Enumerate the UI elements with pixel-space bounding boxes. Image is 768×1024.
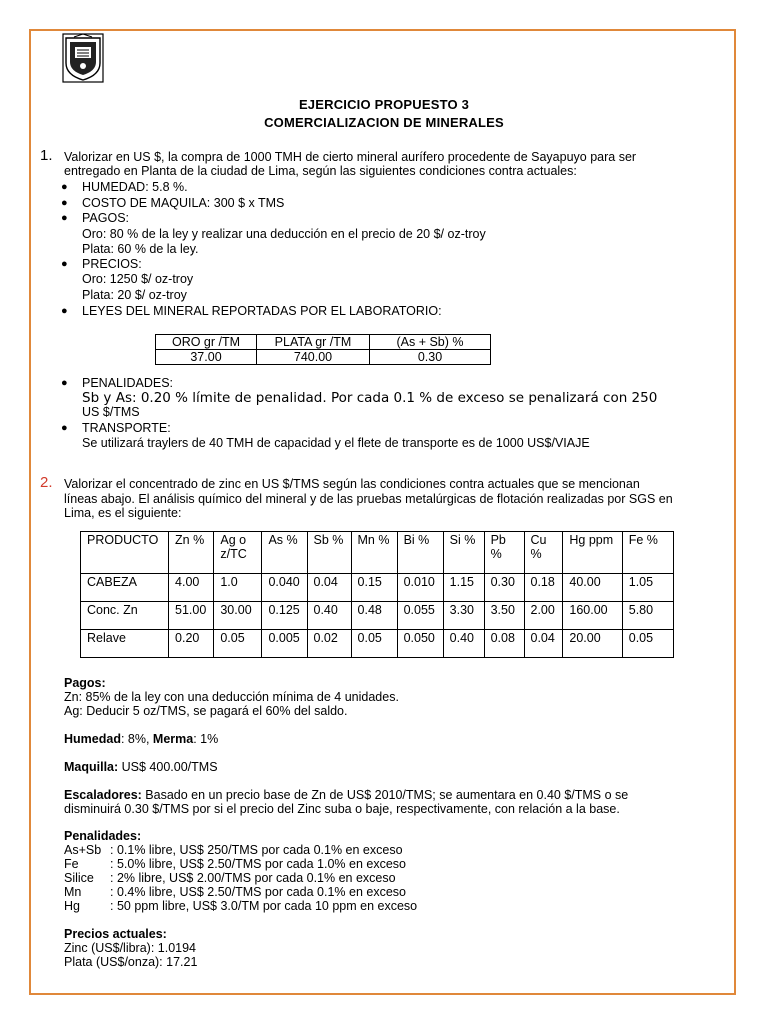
penalidad-row xyxy=(64,885,406,900)
exercise-2-intro-line3: Lima, es el siguiente: xyxy=(64,506,182,520)
table-cell: 4.00 xyxy=(169,574,214,602)
precio-oro: Oro: 1250 $/ oz-troy xyxy=(82,272,194,286)
table-cell: 0.125 xyxy=(262,602,307,630)
penalidades-label: Penalidades: xyxy=(64,829,142,843)
table-cell: 0.04 xyxy=(307,574,351,602)
pagos-heading xyxy=(64,676,106,691)
table-header: Sb % xyxy=(307,532,351,574)
table-cell: 0.050 xyxy=(397,630,443,658)
analysis-table xyxy=(80,531,674,658)
transporte-text: Se utilizará traylers de 40 TMH de capacidad y el flete de transporte es de 1000 US$/VIAJE xyxy=(82,436,590,450)
table-cell: 0.05 xyxy=(351,630,397,658)
table-cell: 30.00 xyxy=(214,602,262,630)
humedad-label: Humedad xyxy=(64,732,121,746)
pagos-label: Pagos: xyxy=(64,676,106,690)
humedad-value: : 8%, xyxy=(120,732,153,746)
table-header: Pb % xyxy=(484,532,524,574)
table-cell: 0.30 xyxy=(370,350,491,365)
table-header: (As + Sb) % xyxy=(370,335,491,350)
penalidad-element: Silice xyxy=(64,871,94,885)
table-cell: 0.18 xyxy=(524,574,563,602)
precios-item: PRECIOS: xyxy=(82,257,142,271)
penalidad-element: Hg xyxy=(64,899,80,913)
table-header: PRODUCTO xyxy=(81,532,169,574)
table-cell: 20.00 xyxy=(563,630,622,658)
leyes-table xyxy=(155,334,491,365)
table-header-row xyxy=(81,532,674,574)
penalidad-row xyxy=(64,857,406,872)
table-cell: 1.0 xyxy=(214,574,262,602)
table-cell: CABEZA xyxy=(81,574,169,602)
exercise-1-number: 1. xyxy=(40,147,53,164)
table-row xyxy=(81,630,674,658)
table-row xyxy=(156,350,491,365)
table-header: Si % xyxy=(443,532,484,574)
penalidad-text: : 5.0% libre, US$ 2.50/TMS por cada 1.0% en exceso xyxy=(110,857,406,871)
exercise-2-intro-line1: Valorizar el concentrado de zinc en US $/TMS según las condiciones contra actuales que se mencionan xyxy=(64,477,640,491)
maquila-label: Maquilla: xyxy=(64,760,119,774)
table-header: Hg ppm xyxy=(563,532,622,574)
bullet-icon: ● xyxy=(61,258,68,270)
table-header: Bi % xyxy=(397,532,443,574)
penalidad-element: Mn xyxy=(64,885,82,899)
precio-zinc: Zinc (US$/libra): 1.0194 xyxy=(64,941,197,955)
penalidad-element: Fe xyxy=(64,857,79,871)
table-header: Ag oz/TC xyxy=(214,532,262,574)
table-cell: Relave xyxy=(81,630,169,658)
pagos-item: PAGOS: xyxy=(82,211,130,225)
humedad-merma-line xyxy=(64,732,218,747)
table-cell: 0.08 xyxy=(484,630,524,658)
precio-plata: Plata: 20 $/ oz-troy xyxy=(82,288,187,302)
escaladores-line1 xyxy=(64,788,695,803)
penalidad-row xyxy=(64,899,417,914)
table-cell: 3.30 xyxy=(443,602,484,630)
bullet-icon: ● xyxy=(61,212,68,224)
exercise-1-intro-line2: entregado en Planta de la ciudad de Lima, según las siguientes condiciones contra actuales: xyxy=(64,164,577,178)
penalidades-heading xyxy=(64,829,141,844)
table-cell: 1.05 xyxy=(622,574,673,602)
table-header: Cu % xyxy=(524,532,563,574)
exercise-2-number: 2. xyxy=(40,474,53,491)
penalidad-row xyxy=(64,871,396,886)
table-cell: 5.80 xyxy=(622,602,673,630)
exercise-1-intro-line1: Valorizar en US $, la compra de 1000 TMH de cierto mineral aurífero procedente de Sayapuyo para ser xyxy=(64,150,637,164)
table-cell: 0.40 xyxy=(307,602,351,630)
table-cell: 0.40 xyxy=(443,630,484,658)
table-cell: 0.055 xyxy=(397,602,443,630)
table-cell: Conc. Zn xyxy=(81,602,169,630)
table-cell: 37.00 xyxy=(156,350,257,365)
penalidades-text-line1: Sb y As: 0.20 % límite de penalidad. Por cada 0.1 % de exceso se penalizará con 250 xyxy=(82,390,658,406)
exercise-subtitle: COMERCIALIZACION DE MINERALES xyxy=(264,115,504,130)
leyes-item: LEYES DEL MINERAL REPORTADAS POR EL LABORATORIO: xyxy=(82,304,442,318)
penalidades-item: PENALIDADES: xyxy=(82,376,174,390)
penalidad-text: : 50 ppm libre, US$ 3.0/TM por cada 10 ppm en exceso xyxy=(110,899,418,913)
table-header: Fe % xyxy=(622,532,673,574)
penalidad-text: : 2% libre, US$ 2.00/TMS por cada 0.1% en exceso xyxy=(110,871,396,885)
table-cell: 160.00 xyxy=(563,602,622,630)
bullet-icon: ● xyxy=(61,181,68,193)
precios-heading xyxy=(64,927,167,942)
escaladores-line2: disminuirá 0.30 $/TMS por si el precio del Zinc suba o baje, respectivamente, con relación a la base. xyxy=(64,802,620,816)
table-cell: 0.02 xyxy=(307,630,351,658)
table-cell: 0.15 xyxy=(351,574,397,602)
bullet-icon: ● xyxy=(61,377,68,389)
penalidad-element: As+Sb xyxy=(64,843,102,857)
table-cell: 740.00 xyxy=(257,350,370,365)
escaladores-text: Basado en un precio base de Zn de US$ 2010/TMS; se aumentara en 0.40 $/TMS o se xyxy=(141,788,629,802)
bullet-icon: ● xyxy=(61,197,68,209)
table-header: Zn % xyxy=(169,532,214,574)
pago-oro: Oro: 80 % de la ley y realizar una deducción en el precio de 20 $/ oz-troy xyxy=(82,227,486,241)
humedad-item: HUMEDAD: 5.8 %. xyxy=(82,180,188,194)
exercise-1-intro xyxy=(64,150,695,165)
penalidades-text-line2: US $/TMS xyxy=(82,405,140,419)
merma-value: : 1% xyxy=(193,732,219,746)
precio-plata-actual: Plata (US$/onza): 17.21 xyxy=(64,955,198,969)
maquila-line xyxy=(64,760,218,775)
bullet-icon: ● xyxy=(61,305,68,317)
table-header: As % xyxy=(262,532,307,574)
penalidad-text: : 0.1% libre, US$ 250/TMS por cada 0.1% en exceso xyxy=(110,843,403,857)
exercise-2-intro-line2: líneas abajo. El análisis químico del mineral y de las pruebas metalúrgicas de flotación realizadas por SGS en xyxy=(64,492,673,506)
pagos-ag: Ag: Deducir 5 oz/TMS, se pagará el 60% del saldo. xyxy=(64,704,348,718)
table-header: Mn % xyxy=(351,532,397,574)
transporte-item: TRANSPORTE: xyxy=(82,421,171,435)
table-cell: 3.50 xyxy=(484,602,524,630)
table-cell: 0.48 xyxy=(351,602,397,630)
escaladores-label: Escaladores: xyxy=(64,788,142,802)
bullet-icon: ● xyxy=(61,422,68,434)
table-cell: 0.05 xyxy=(622,630,673,658)
table-cell: 0.20 xyxy=(169,630,214,658)
pagos-zn: Zn: 85% de la ley con una deducción mínima de 4 unidades. xyxy=(64,690,399,704)
table-cell: 0.05 xyxy=(214,630,262,658)
table-cell: 1.15 xyxy=(443,574,484,602)
table-row xyxy=(81,574,674,602)
table-cell: 0.04 xyxy=(524,630,563,658)
university-seal-icon xyxy=(62,33,104,83)
pago-plata: Plata: 60 % de la ley. xyxy=(82,242,199,256)
penalidad-row xyxy=(64,843,403,858)
table-cell: 40.00 xyxy=(563,574,622,602)
table-cell: 0.005 xyxy=(262,630,307,658)
table-header: ORO gr /TM xyxy=(156,335,257,350)
table-cell: 2.00 xyxy=(524,602,563,630)
costo-maquila-item: COSTO DE MAQUILA: 300 $ x TMS xyxy=(82,196,285,210)
table-header: PLATA gr /TM xyxy=(257,335,370,350)
exercise-title: EJERCICIO PROPUESTO 3 xyxy=(298,97,470,112)
table-cell: 51.00 xyxy=(169,602,214,630)
merma-label: Merma xyxy=(152,732,194,746)
penalidad-text: : 0.4% libre, US$ 2.50/TMS por cada 0.1% en exceso xyxy=(110,885,406,899)
table-row xyxy=(156,335,491,350)
table-cell: 0.010 xyxy=(397,574,443,602)
table-cell: 0.040 xyxy=(262,574,307,602)
table-row xyxy=(81,602,674,630)
table-cell: 0.30 xyxy=(484,574,524,602)
maquila-value: US$ 400.00/TMS xyxy=(118,760,218,774)
precios-label: Precios actuales: xyxy=(64,927,167,941)
